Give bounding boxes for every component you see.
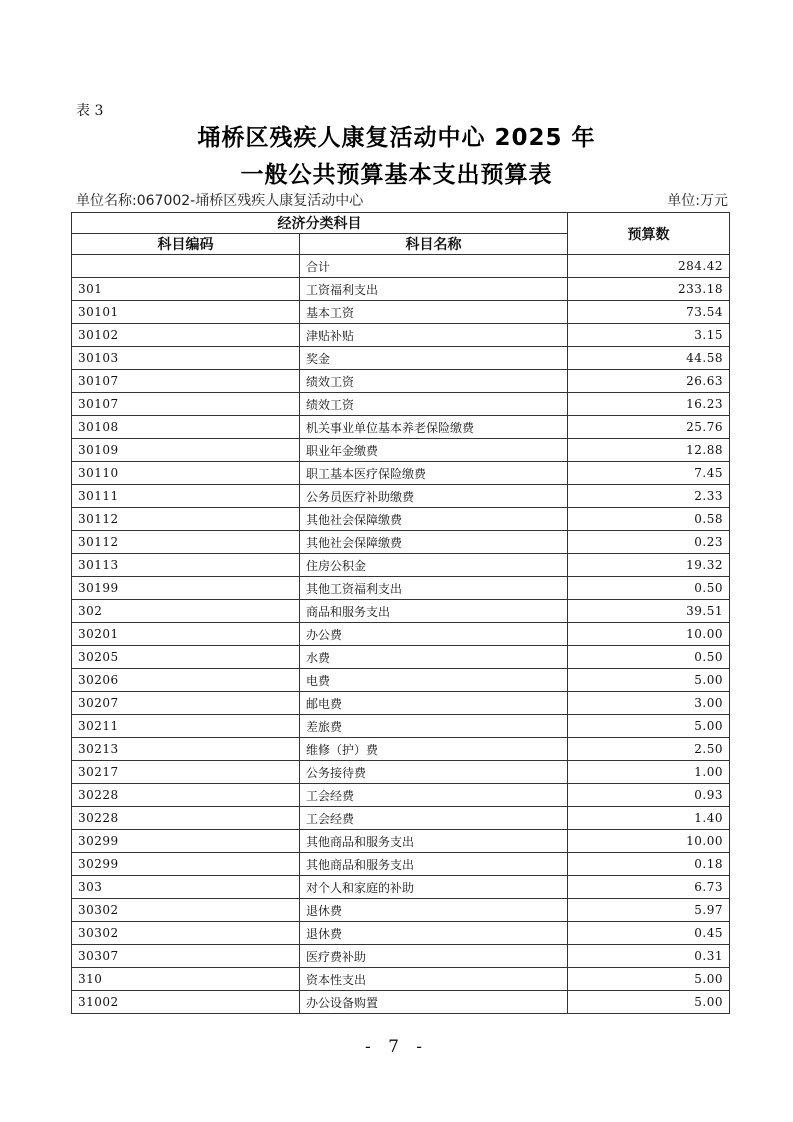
budget-table [71, 212, 730, 1014]
code-cell: 30217 [72, 761, 300, 784]
amount-cell: 44.58 [568, 347, 730, 370]
name-cell: 职业年金缴费 [300, 439, 568, 462]
table-row [72, 784, 730, 807]
code-cell: 30302 [72, 899, 300, 922]
table-row [72, 485, 730, 508]
group-header: 经济分类科目 [72, 213, 568, 234]
code-cell: 30299 [72, 830, 300, 853]
amount-cell: 26.63 [568, 370, 730, 393]
table-row [72, 922, 730, 945]
table-row [72, 899, 730, 922]
name-cell: 办公费 [300, 623, 568, 646]
amount-cell: 2.50 [568, 738, 730, 761]
code-cell: 30111 [72, 485, 300, 508]
code-cell [72, 255, 300, 278]
page-title-line1: 埇桥区残疾人康复活动中心 2025 年 [197, 125, 596, 151]
amount-cell: 25.76 [568, 416, 730, 439]
amount-cell: 1.00 [568, 761, 730, 784]
amount-cell: 7.45 [568, 462, 730, 485]
table-row [72, 623, 730, 646]
code-cell: 30307 [72, 945, 300, 968]
code-cell: 301 [72, 278, 300, 301]
header-meta [76, 190, 728, 210]
amount-cell: 0.58 [568, 508, 730, 531]
code-cell: 30199 [72, 577, 300, 600]
table-row [72, 646, 730, 669]
name-cell: 职工基本医疗保险缴费 [300, 462, 568, 485]
amount-cell: 10.00 [568, 830, 730, 853]
code-cell: 30299 [72, 853, 300, 876]
code-cell: 30205 [72, 646, 300, 669]
name-cell: 机关事业单位基本养老保险缴费 [300, 416, 568, 439]
code-cell: 303 [72, 876, 300, 899]
code-cell: 30228 [72, 807, 300, 830]
amount-cell: 0.50 [568, 577, 730, 600]
name-cell: 邮电费 [300, 692, 568, 715]
table-row [72, 991, 730, 1014]
name-cell: 住房公积金 [300, 554, 568, 577]
amount-cell: 233.18 [568, 278, 730, 301]
amount-cell: 0.31 [568, 945, 730, 968]
amount-cell: 19.32 [568, 554, 730, 577]
page-title-line2: 一般公共预算基本支出预算表 [240, 162, 553, 188]
amount-cell: 12.88 [568, 439, 730, 462]
name-cell: 其他社会保障缴费 [300, 508, 568, 531]
table-row [72, 554, 730, 577]
name-cell: 医疗费补助 [300, 945, 568, 968]
code-cell: 30101 [72, 301, 300, 324]
code-cell: 30107 [72, 370, 300, 393]
code-cell: 30109 [72, 439, 300, 462]
amount-cell: 5.00 [568, 715, 730, 738]
amount-cell: 1.40 [568, 807, 730, 830]
table-row [72, 876, 730, 899]
table-row [72, 301, 730, 324]
table-row [72, 347, 730, 370]
currency-unit: 单位:万元 [667, 193, 728, 209]
name-cell: 合计 [300, 255, 568, 278]
amount-cell: 0.50 [568, 646, 730, 669]
table-row [72, 807, 730, 830]
code-cell: 30228 [72, 784, 300, 807]
name-cell: 奖金 [300, 347, 568, 370]
amount-cell: 39.51 [568, 600, 730, 623]
amount-cell: 3.00 [568, 692, 730, 715]
amount-cell: 0.23 [568, 531, 730, 554]
name-cell: 资本性支出 [300, 968, 568, 991]
code-cell: 30206 [72, 669, 300, 692]
name-cell: 维修（护）费 [300, 738, 568, 761]
table-row [72, 577, 730, 600]
name-cell: 公务接待费 [300, 761, 568, 784]
amount-cell: 6.73 [568, 876, 730, 899]
code-cell: 30201 [72, 623, 300, 646]
table-row [72, 531, 730, 554]
code-cell: 310 [72, 968, 300, 991]
name-cell: 水费 [300, 646, 568, 669]
table-row [72, 853, 730, 876]
name-cell: 退休费 [300, 899, 568, 922]
table-row [72, 692, 730, 715]
code-cell: 30108 [72, 416, 300, 439]
table-row [72, 370, 730, 393]
name-cell: 其他工资福利支出 [300, 577, 568, 600]
code-cell: 30110 [72, 462, 300, 485]
amount-cell: 0.93 [568, 784, 730, 807]
code-cell: 30207 [72, 692, 300, 715]
code-cell: 31002 [72, 991, 300, 1014]
code-cell: 30103 [72, 347, 300, 370]
code-cell: 30213 [72, 738, 300, 761]
amount-cell: 10.00 [568, 623, 730, 646]
code-cell: 30113 [72, 554, 300, 577]
code-cell: 302 [72, 600, 300, 623]
amount-cell: 0.18 [568, 853, 730, 876]
name-column-header: 科目名称 [300, 234, 568, 255]
amount-cell: 73.54 [568, 301, 730, 324]
table-row [72, 508, 730, 531]
name-cell: 商品和服务支出 [300, 600, 568, 623]
page-number: - 7 - [364, 1037, 429, 1057]
amount-cell: 5.00 [568, 991, 730, 1014]
name-cell: 退休费 [300, 922, 568, 945]
name-cell: 工会经费 [300, 784, 568, 807]
name-cell: 绩效工资 [300, 370, 568, 393]
amount-cell: 284.42 [568, 255, 730, 278]
table-number: 表 3 [76, 103, 104, 119]
table-row [72, 439, 730, 462]
table-row [72, 278, 730, 301]
amount-cell: 2.33 [568, 485, 730, 508]
table-row [72, 393, 730, 416]
table-row [72, 600, 730, 623]
table-row [72, 255, 730, 278]
table-row [72, 830, 730, 853]
table-row [72, 669, 730, 692]
table-header [72, 213, 730, 255]
name-cell: 工资福利支出 [300, 278, 568, 301]
name-cell: 基本工资 [300, 301, 568, 324]
name-cell: 津贴补贴 [300, 324, 568, 347]
amount-cell: 5.00 [568, 968, 730, 991]
amount-cell: 16.23 [568, 393, 730, 416]
name-cell: 对个人和家庭的补助 [300, 876, 568, 899]
name-cell: 绩效工资 [300, 393, 568, 416]
table-row [72, 324, 730, 347]
name-cell: 差旅费 [300, 715, 568, 738]
code-cell: 30107 [72, 393, 300, 416]
code-cell: 30302 [72, 922, 300, 945]
table-row [72, 761, 730, 784]
code-cell: 30102 [72, 324, 300, 347]
name-cell: 电费 [300, 669, 568, 692]
name-cell: 工会经费 [300, 807, 568, 830]
unit-name: 单位名称:067002-埇桥区残疾人康复活动中心 [76, 193, 364, 209]
table-row [72, 715, 730, 738]
code-cell: 30211 [72, 715, 300, 738]
name-cell: 其他商品和服务支出 [300, 830, 568, 853]
amount-cell: 5.00 [568, 669, 730, 692]
name-cell: 其他商品和服务支出 [300, 853, 568, 876]
code-cell: 30112 [72, 531, 300, 554]
amount-column-header: 预算数 [568, 213, 730, 255]
table-row [72, 738, 730, 761]
name-cell: 其他社会保障缴费 [300, 531, 568, 554]
name-cell: 办公设备购置 [300, 991, 568, 1014]
amount-cell: 0.45 [568, 922, 730, 945]
table-row [72, 416, 730, 439]
amount-cell: 5.97 [568, 899, 730, 922]
table-row [72, 968, 730, 991]
table-row [72, 945, 730, 968]
code-column-header: 科目编码 [72, 234, 300, 255]
name-cell: 公务员医疗补助缴费 [300, 485, 568, 508]
amount-cell: 3.15 [568, 324, 730, 347]
table-row [72, 462, 730, 485]
table-body [72, 255, 730, 1014]
code-cell: 30112 [72, 508, 300, 531]
